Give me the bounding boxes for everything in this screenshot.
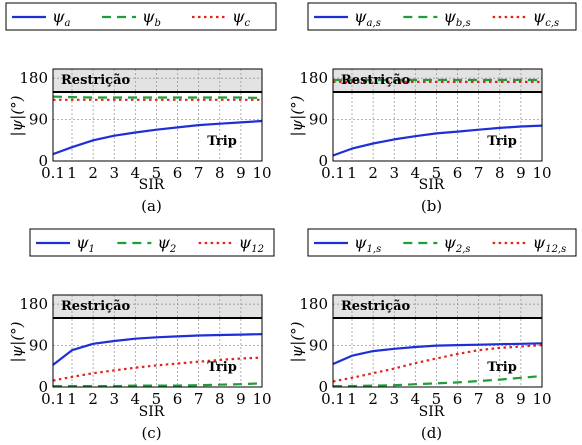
legend-entry: $\psi_{a,s}$ [354, 7, 381, 29]
panel-caption: (a) [141, 197, 162, 215]
y-tick-label: 180 [19, 295, 48, 314]
chart-panel [288, 3, 576, 215]
y-tick-label: 0 [318, 152, 328, 170]
legend-entry: $\psi_b$ [142, 7, 161, 29]
y-axis-label: |ψ|(°) [288, 321, 306, 363]
x-tick-label: 6 [172, 164, 183, 182]
y-tick-label: 0 [38, 378, 48, 396]
y-tick-label: 90 [28, 336, 48, 355]
y-tick-label: 90 [308, 110, 328, 129]
x-tick-label: 0.1 [41, 390, 65, 408]
trip-label: Trip [487, 134, 517, 149]
y-axis-label: |ψ|(°) [8, 95, 26, 137]
x-tick-label: 5 [151, 164, 162, 182]
x-tick-label: 10 [532, 164, 552, 182]
chart-panel [6, 3, 276, 215]
restraint-label: Restrição [341, 73, 411, 88]
x-tick-label: 6 [452, 164, 463, 182]
x-tick-label: 7 [473, 164, 484, 182]
x-tick-label: 10 [532, 390, 552, 408]
x-tick-label: 9 [516, 164, 526, 182]
x-tick-label: 0.1 [41, 164, 65, 182]
legend-entry: $\psi_{12,s}$ [532, 233, 567, 255]
x-tick-label: 9 [236, 164, 246, 182]
x-tick-label: 4 [410, 164, 421, 182]
legend-entry: $\psi_c$ [232, 7, 251, 29]
x-tick-label: 2 [88, 390, 98, 408]
x-axis-label: SIR [418, 404, 445, 420]
y-tick-label: 0 [38, 152, 48, 170]
x-tick-label: 7 [473, 390, 484, 408]
y-tick-label: 0 [318, 378, 328, 396]
x-tick-label: 10 [252, 164, 272, 182]
x-tick-label: 8 [495, 390, 505, 408]
y-axis-label: |ψ|(°) [288, 95, 306, 137]
x-tick-label: 8 [495, 164, 505, 182]
x-tick-label: 1 [347, 164, 357, 182]
y-tick-label: 180 [299, 69, 328, 88]
x-tick-label: 4 [410, 390, 421, 408]
legend [308, 3, 576, 30]
restraint-label: Restrição [341, 299, 411, 314]
x-axis-label: SIR [138, 177, 165, 193]
x-tick-label: 7 [193, 164, 204, 182]
y-tick-label: 90 [28, 110, 48, 129]
y-tick-label: 180 [19, 69, 48, 88]
panel-caption: (b) [420, 197, 443, 215]
trip-label: Trip [207, 360, 237, 375]
x-tick-label: 4 [130, 164, 141, 182]
x-tick-label: 5 [431, 390, 442, 408]
x-tick-label: 7 [193, 390, 204, 408]
legend-entry: $\psi_2$ [157, 233, 177, 255]
x-tick-label: 0.1 [321, 164, 345, 182]
trip-label: Trip [207, 134, 237, 149]
x-tick-label: 9 [236, 390, 246, 408]
panel-caption: (c) [141, 424, 162, 442]
x-tick-label: 2 [88, 164, 98, 182]
x-tick-label: 2 [368, 390, 378, 408]
x-tick-label: 9 [516, 390, 526, 408]
legend [30, 229, 274, 256]
legend-entry: $\psi_{1,s}$ [354, 233, 382, 255]
trip-label: Trip [487, 360, 517, 375]
x-tick-label: 1 [347, 390, 357, 408]
y-tick-label: 180 [299, 295, 328, 314]
chart-panel [8, 229, 274, 442]
x-tick-label: 3 [389, 164, 399, 182]
panel-caption: (d) [420, 424, 443, 442]
legend-entry: $\psi_{c,s}$ [532, 7, 560, 29]
series-line-2 [333, 376, 542, 386]
x-tick-label: 10 [252, 390, 272, 408]
restraint-label: Restrição [61, 73, 131, 88]
series-line-2 [53, 97, 262, 98]
y-tick-label: 90 [308, 336, 328, 355]
x-axis-label: SIR [418, 177, 445, 193]
x-tick-label: 5 [431, 164, 442, 182]
x-tick-label: 3 [109, 390, 119, 408]
x-tick-label: 1 [67, 390, 77, 408]
x-axis-label: SIR [138, 404, 165, 420]
x-tick-label: 6 [452, 390, 463, 408]
legend-entry: $\psi_a$ [52, 7, 71, 29]
legend-entry: $\psi_{b,s}$ [443, 7, 471, 29]
chart-panel [288, 229, 576, 442]
restraint-label: Restrição [61, 299, 131, 314]
x-tick-label: 3 [109, 164, 119, 182]
x-tick-label: 4 [130, 390, 141, 408]
legend [308, 229, 576, 256]
y-axis-label: |ψ|(°) [8, 321, 26, 363]
x-tick-label: 6 [172, 390, 183, 408]
x-tick-label: 3 [389, 390, 399, 408]
legend [6, 3, 276, 30]
x-tick-label: 5 [151, 390, 162, 408]
x-tick-label: 2 [368, 164, 378, 182]
x-tick-label: 0.1 [321, 390, 345, 408]
legend-entry: $\psi_{2,s}$ [443, 233, 471, 255]
x-tick-label: 1 [67, 164, 77, 182]
series-line-2 [53, 383, 262, 386]
legend-entry: $\psi_1$ [76, 233, 95, 255]
x-tick-label: 8 [215, 390, 225, 408]
x-tick-label: 8 [215, 164, 225, 182]
legend-entry: $\psi_{12}$ [238, 233, 264, 255]
